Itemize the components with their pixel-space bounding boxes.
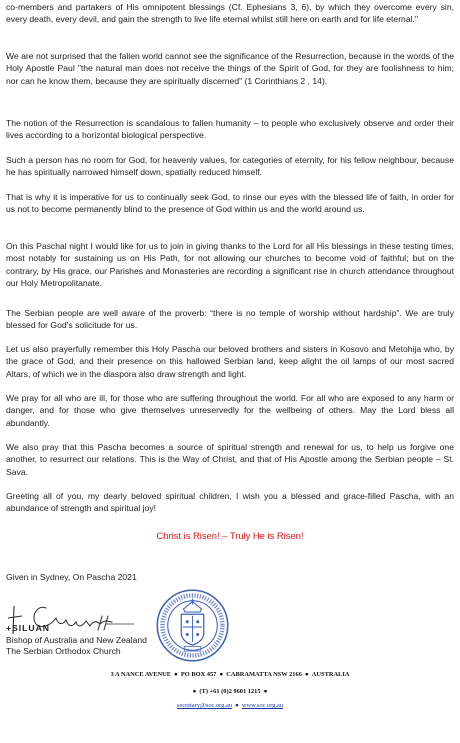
footer-country: AUSTRALIA [311, 671, 350, 678]
paragraph-4: Such a person has no room for God, for heavenly values, for categories of eternity, for his fellow neighbour, because he has spiritually narrowed himself down, spatially reduced himself. [6, 155, 454, 178]
footer-address-line [6, 671, 454, 678]
signoff-block [6, 623, 147, 658]
bullet-icon: ● [192, 688, 197, 695]
bishop-name: +SILUAN [6, 623, 51, 633]
paragraph-2: We are not surprised that the fallen world cannot see the significance of the Resurrection, because in the words of the Holy Apostle Paul "the natural man does not receive the things of the Spirit of God, for they are foolishness to him; nor can he know them, because they are spiritually discerned" (1 Corinthians 2 , 14). [6, 51, 454, 86]
given-in-line: Given in Sydney, On Pascha 2021 [6, 572, 137, 582]
paragraph-8: Let us also prayerfully remember this Holy Pascha our beloved brothers and sisters in Kosovo and Metohija who, by the grace of God, and their presence on this hallowed Serbian land, keep alight the oil lamps of our most sacred Altars, of which we in the diaspora also draw strength and light. [6, 344, 454, 379]
bishop-title: Bishop of Australia and New Zealand [6, 634, 147, 645]
church-name: The Serbian Orthodox Church [6, 646, 121, 656]
christ-is-risen-greeting: Christ is Risen! – Truly He is Risen! [156, 530, 304, 541]
footer-email-link[interactable]: secretary@soc.org.au [176, 702, 233, 709]
bullet-icon: ● [174, 671, 178, 678]
paragraph-9: We pray for all who are ill, for those who are suffering throughout the world. For all who are exposed to any harm or danger, and for those who give themselves unreservedly for the wellbeing of others. May the Lord bless all abundantly. [6, 393, 454, 428]
footer-street: 3 A NANCE AVENUE [110, 671, 171, 678]
paragraph-1: co-members and partakers of His omnipotent blessings (Cf. Ephesians 3, 6), by which they overcome every sin, every death, every devil, and gain the strength to live life eternal whilst still here on earth and for life eternal." [6, 2, 454, 25]
footer-po-box: PO BOX 457 [180, 671, 217, 678]
paragraph-3: The notion of the Resurrection is scandalous to fallen humanity – to people who exclusively observe and order their lives according to a horizontal biological perspective. [6, 118, 454, 141]
footer-links-line [6, 702, 454, 709]
footer-phone-line [6, 688, 454, 695]
footer-city: CABRAMATTA NSW 2166 [226, 671, 302, 678]
letter-page [6, 0, 454, 743]
paragraph-5: That is why it is imperative for us to continually seek God, to rinse our eyes with the blessed life of faith, in order for us not to become permanently blind to the presence of God within us and the world around us. [6, 192, 454, 215]
paragraph-10: We also pray that this Pascha becomes a source of spiritual strength and renewal for us, to help us forgive one another, to resurrect our relations. This is the Way of Christ, and that of His Apostle among the Serbian people – St. Sava. [6, 442, 454, 477]
bullet-icon: ● [304, 671, 309, 678]
bullet-icon: ● [219, 671, 224, 678]
bullet-icon: ● [263, 688, 268, 695]
bullet-icon: ● [235, 702, 239, 709]
paragraph-7: The Serbian people are well aware of the proverb: “there is no temple of worship without hardship”. We are truly blessed for God’s solicitude for us. [6, 308, 454, 331]
paragraph-6: On this Paschal night I would like for us to join in giving thanks to the Lord for all His blessings in these testing times, most notably for sustaining us on His Path, for not allowing our churches to become void of faithful; but on the contrary, by His grace, our Parishes and Monasteries are recording a significant rise in church attendance throughout our Holy Metropolitanate. [6, 241, 454, 289]
footer-phone: (T) +61 (0)2 9601 1215 [199, 688, 261, 695]
diocese-seal [155, 588, 230, 663]
paragraph-11: Greeting all of you, my dearly beloved spiritual children, I wish you a blessed and grace-filled Pascha, with an abundance of strength and spiritual joy! [6, 491, 454, 514]
footer-website-link[interactable]: www.soc.org.au [241, 702, 284, 709]
